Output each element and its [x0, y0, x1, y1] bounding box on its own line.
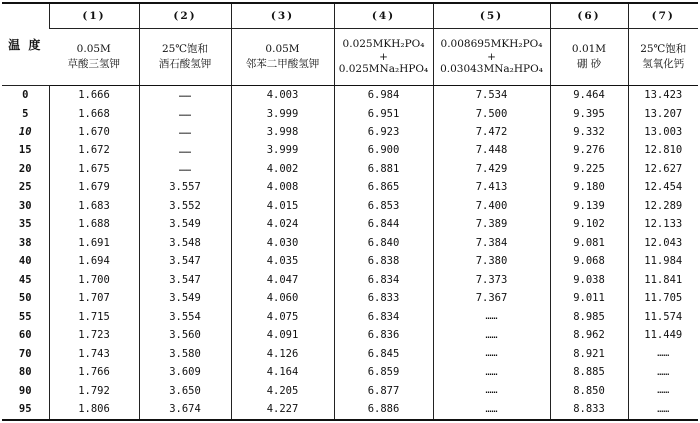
value-cell-oxalate: 1.715 — [49, 308, 139, 326]
solution-header-oxalate — [49, 29, 139, 86]
value-cell-borax: 8.850 — [550, 382, 628, 400]
value-cell-calcium-hydroxide: 12.289 — [628, 197, 698, 215]
value-cell-phthalate: 4.060 — [231, 289, 334, 307]
value-cell-phosphate-1: 6.834 — [334, 308, 433, 326]
column-number: (3) — [231, 3, 334, 29]
value-cell-phosphate-2: 7.367 — [433, 289, 550, 307]
value-cell-phosphate-1: 6.984 — [334, 86, 433, 105]
solution-component: 0.025MNa₂HPO₄ — [338, 63, 429, 75]
solution-header-phthalate — [231, 29, 334, 86]
value-cell-phosphate-2: 7.500 — [433, 105, 550, 123]
column-number: (7) — [628, 3, 698, 29]
value-cell-tartrate: 3.549 — [139, 289, 231, 307]
value-cell-tartrate: 3.549 — [139, 215, 231, 233]
column-number: (4) — [334, 3, 433, 29]
value-cell-borax: 8.833 — [550, 400, 628, 420]
value-cell-calcium-hydroxide: 11.449 — [628, 326, 698, 344]
solution-concentration: 0.01M — [571, 43, 607, 55]
value-cell-oxalate: 1.668 — [49, 105, 139, 123]
column-number: (6) — [550, 3, 628, 29]
value-cell-phosphate-2: 7.472 — [433, 123, 550, 141]
value-cell-phosphate-2: …… — [433, 308, 550, 326]
value-cell-tartrate: …… — [139, 105, 231, 123]
table-row — [2, 86, 698, 105]
value-cell-phthalate: 4.003 — [231, 86, 334, 105]
value-cell-borax: 9.276 — [550, 142, 628, 160]
value-cell-phosphate-1: 6.838 — [334, 252, 433, 270]
value-cell-calcium-hydroxide: 13.207 — [628, 105, 698, 123]
value-cell-borax: 8.962 — [550, 326, 628, 344]
value-cell-calcium-hydroxide: 12.810 — [628, 142, 698, 160]
value-cell-phosphate-2: 7.429 — [433, 160, 550, 178]
value-cell-oxalate: 1.691 — [49, 234, 139, 252]
value-cell-tartrate: 3.580 — [139, 345, 231, 363]
temperature-cell: 5 — [22, 107, 29, 120]
temperature-cell: 60 — [18, 329, 32, 342]
temperature-cell: 0 — [22, 89, 29, 102]
temperature-cell: 95 — [18, 403, 32, 416]
temperature-cell: 45 — [18, 273, 32, 286]
value-cell-oxalate: 1.766 — [49, 363, 139, 381]
plus-sign: + — [379, 51, 388, 63]
solution-name: 草酸三氢钾 — [67, 58, 120, 70]
value-cell-borax: 9.011 — [550, 289, 628, 307]
value-cell-borax: 9.180 — [550, 178, 628, 196]
value-cell-borax: 9.139 — [550, 197, 628, 215]
value-cell-oxalate: 1.688 — [49, 215, 139, 233]
solution-component: 0.025MKH₂PO₄ — [342, 38, 425, 50]
value-cell-phosphate-1: 6.853 — [334, 197, 433, 215]
value-cell-calcium-hydroxide: 13.423 — [628, 86, 698, 105]
table-row — [2, 215, 698, 233]
value-cell-tartrate: …… — [139, 86, 231, 105]
value-cell-phthalate: 3.999 — [231, 105, 334, 123]
value-cell-calcium-hydroxide: 12.133 — [628, 215, 698, 233]
table-row — [2, 123, 698, 141]
column-number: (5) — [433, 3, 550, 29]
temperature-cell: 70 — [18, 347, 32, 360]
value-cell-phthalate: 4.075 — [231, 308, 334, 326]
value-cell-phosphate-2: 7.373 — [433, 271, 550, 289]
value-cell-phosphate-1: 6.844 — [334, 215, 433, 233]
value-cell-borax: 9.464 — [550, 86, 628, 105]
value-cell-oxalate: 1.707 — [49, 289, 139, 307]
value-cell-phosphate-1: 6.845 — [334, 345, 433, 363]
value-cell-oxalate: 1.806 — [49, 400, 139, 420]
value-cell-calcium-hydroxide: …… — [628, 345, 698, 363]
value-cell-phthalate: 4.164 — [231, 363, 334, 381]
solution-name: 硼 砂 — [576, 58, 602, 70]
value-cell-calcium-hydroxide: …… — [628, 363, 698, 381]
temperature-cell: 35 — [18, 218, 32, 231]
value-cell-phthalate: 4.015 — [231, 197, 334, 215]
value-cell-phosphate-1: 6.834 — [334, 271, 433, 289]
solution-concentration: 0.05M — [76, 43, 111, 55]
solution-header-phosphate-2 — [433, 29, 550, 86]
value-cell-phthalate: 4.008 — [231, 178, 334, 196]
value-cell-phosphate-2: 7.400 — [433, 197, 550, 215]
temperature-cell: 38 — [18, 236, 32, 249]
solution-component: 0.03043MNa₂HPO₄ — [440, 63, 543, 75]
column-number: (1) — [49, 3, 139, 29]
value-cell-phosphate-1: 6.923 — [334, 123, 433, 141]
value-cell-oxalate: 1.672 — [49, 142, 139, 160]
value-cell-phosphate-2: 7.384 — [433, 234, 550, 252]
value-cell-tartrate: 3.548 — [139, 234, 231, 252]
value-cell-borax: 9.081 — [550, 234, 628, 252]
column-number: (2) — [139, 3, 231, 29]
value-cell-tartrate: 3.552 — [139, 197, 231, 215]
table-row — [2, 160, 698, 178]
value-cell-oxalate: 1.666 — [49, 86, 139, 105]
table-row — [2, 252, 698, 270]
value-cell-phosphate-1: 6.881 — [334, 160, 433, 178]
value-cell-phosphate-2: 7.448 — [433, 142, 550, 160]
table-row — [2, 197, 698, 215]
solution-concentration: 0.05M — [265, 43, 300, 55]
value-cell-borax: 9.395 — [550, 105, 628, 123]
temperature-cell: 10 — [18, 126, 32, 138]
temperature-cell: 80 — [18, 366, 32, 379]
value-cell-oxalate: 1.683 — [49, 197, 139, 215]
temperature-cell: 40 — [18, 255, 32, 268]
solution-header-phosphate-1 — [334, 29, 433, 86]
value-cell-phosphate-1: 6.886 — [334, 400, 433, 420]
value-cell-phosphate-1: 6.840 — [334, 234, 433, 252]
value-cell-phosphate-2: …… — [433, 400, 550, 420]
value-cell-oxalate: 1.694 — [49, 252, 139, 270]
value-cell-borax: 9.038 — [550, 271, 628, 289]
value-cell-oxalate: 1.700 — [49, 271, 139, 289]
value-cell-phthalate: 4.091 — [231, 326, 334, 344]
value-cell-phosphate-1: 6.900 — [334, 142, 433, 160]
value-cell-borax: 9.225 — [550, 160, 628, 178]
table-row — [2, 382, 698, 400]
value-cell-phthalate: 4.227 — [231, 400, 334, 420]
value-cell-calcium-hydroxide: 11.984 — [628, 252, 698, 270]
value-cell-phthalate: 3.998 — [231, 123, 334, 141]
value-cell-tartrate: 3.547 — [139, 252, 231, 270]
value-cell-phosphate-2: …… — [433, 326, 550, 344]
value-cell-phosphate-1: 6.865 — [334, 178, 433, 196]
solution-name: 邻苯二甲酸氢钾 — [245, 58, 320, 70]
temperature-cell: 55 — [18, 310, 32, 323]
value-cell-tartrate: 3.554 — [139, 308, 231, 326]
value-cell-tartrate: 3.650 — [139, 382, 231, 400]
solution-component: 0.008695MKH₂PO₄ — [440, 38, 543, 50]
value-cell-calcium-hydroxide: 12.043 — [628, 234, 698, 252]
table-row — [2, 105, 698, 123]
value-cell-tartrate: 3.547 — [139, 271, 231, 289]
value-cell-borax: 9.068 — [550, 252, 628, 270]
value-cell-calcium-hydroxide: 11.841 — [628, 271, 698, 289]
solution-header-calcium-hydroxide — [628, 29, 698, 86]
table-body — [2, 86, 698, 421]
value-cell-phthalate: 4.035 — [231, 252, 334, 270]
value-cell-tartrate: 3.609 — [139, 363, 231, 381]
value-cell-oxalate: 1.670 — [49, 123, 139, 141]
temperature-cell: 20 — [18, 162, 32, 175]
value-cell-calcium-hydroxide: …… — [628, 400, 698, 420]
table-row — [2, 400, 698, 420]
value-cell-phosphate-2: 7.389 — [433, 215, 550, 233]
value-cell-oxalate: 1.675 — [49, 160, 139, 178]
value-cell-phosphate-2: 7.380 — [433, 252, 550, 270]
temperature-cell: 15 — [18, 144, 32, 157]
value-cell-tartrate: 3.557 — [139, 178, 231, 196]
value-cell-tartrate: 3.560 — [139, 326, 231, 344]
solution-header-tartrate — [139, 29, 231, 86]
solution-name: 氢氧化钙 — [642, 58, 685, 70]
value-cell-phosphate-1: 6.833 — [334, 289, 433, 307]
value-cell-phosphate-2: …… — [433, 363, 550, 381]
value-cell-phosphate-1: 6.951 — [334, 105, 433, 123]
value-cell-borax: 9.332 — [550, 123, 628, 141]
value-cell-tartrate: …… — [139, 123, 231, 141]
value-cell-calcium-hydroxide: 12.454 — [628, 178, 698, 196]
header-solution-row — [2, 29, 698, 86]
temperature-header: 温 度 — [2, 3, 49, 86]
solution-concentration: 25℃饱和 — [640, 43, 687, 55]
value-cell-phthalate: 4.047 — [231, 271, 334, 289]
table-row — [2, 326, 698, 344]
temperature-cell: 30 — [18, 199, 32, 212]
value-cell-phthalate: 3.999 — [231, 142, 334, 160]
value-cell-phosphate-2: 7.413 — [433, 178, 550, 196]
table-row — [2, 234, 698, 252]
value-cell-calcium-hydroxide: 12.627 — [628, 160, 698, 178]
table-row — [2, 178, 698, 196]
value-cell-calcium-hydroxide: 11.705 — [628, 289, 698, 307]
table-row — [2, 363, 698, 381]
value-cell-tartrate: …… — [139, 142, 231, 160]
temperature-cell: 90 — [18, 384, 32, 397]
value-cell-phthalate: 4.030 — [231, 234, 334, 252]
value-cell-borax: 8.921 — [550, 345, 628, 363]
table-row — [2, 271, 698, 289]
table-row — [2, 308, 698, 326]
value-cell-tartrate: 3.674 — [139, 400, 231, 420]
value-cell-calcium-hydroxide: 13.003 — [628, 123, 698, 141]
solution-header-borax — [550, 29, 628, 86]
table-header — [2, 3, 698, 86]
value-cell-phthalate: 4.002 — [231, 160, 334, 178]
value-cell-oxalate: 1.792 — [49, 382, 139, 400]
value-cell-borax: 8.885 — [550, 363, 628, 381]
value-cell-phthalate: 4.024 — [231, 215, 334, 233]
table-row — [2, 142, 698, 160]
solution-concentration: 25℃饱和 — [161, 43, 209, 55]
value-cell-phthalate: 4.126 — [231, 345, 334, 363]
value-cell-phosphate-2: …… — [433, 345, 550, 363]
value-cell-oxalate: 1.679 — [49, 178, 139, 196]
value-cell-phosphate-1: 6.836 — [334, 326, 433, 344]
value-cell-oxalate: 1.723 — [49, 326, 139, 344]
value-cell-tartrate: …… — [139, 160, 231, 178]
value-cell-phosphate-2: …… — [433, 382, 550, 400]
table-row — [2, 289, 698, 307]
value-cell-oxalate: 1.743 — [49, 345, 139, 363]
value-cell-phthalate: 4.205 — [231, 382, 334, 400]
solution-name: 酒石酸氢钾 — [158, 58, 212, 70]
value-cell-borax: 8.985 — [550, 308, 628, 326]
table-row — [2, 345, 698, 363]
temperature-cell: 50 — [18, 292, 32, 305]
ph-standard-table — [2, 2, 698, 421]
header-number-row — [2, 3, 698, 29]
temperature-cell: 25 — [18, 181, 32, 194]
value-cell-borax: 9.102 — [550, 215, 628, 233]
value-cell-calcium-hydroxide: …… — [628, 382, 698, 400]
plus-sign: + — [487, 51, 496, 63]
value-cell-calcium-hydroxide: 11.574 — [628, 308, 698, 326]
value-cell-phosphate-1: 6.859 — [334, 363, 433, 381]
value-cell-phosphate-2: 7.534 — [433, 86, 550, 105]
value-cell-phosphate-1: 6.877 — [334, 382, 433, 400]
